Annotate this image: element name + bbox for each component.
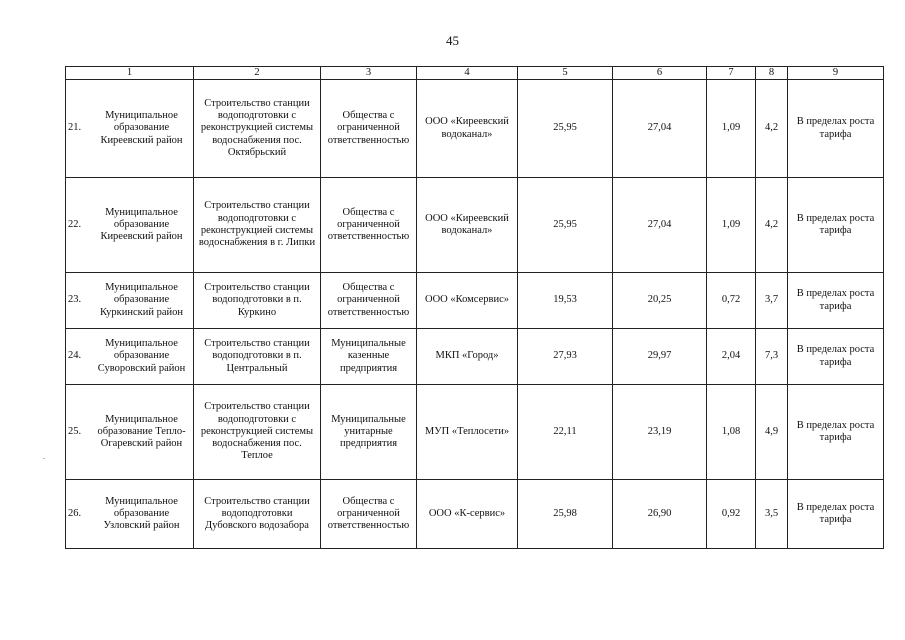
organization-cell: ООО «Комсервис»	[417, 273, 518, 329]
header-cell-9: 9	[788, 67, 884, 80]
project-cell: Строительство станции водоподготовки в п. Куркино	[194, 273, 321, 329]
value-cell-8: 4,9	[756, 385, 788, 480]
value-cell-8: 3,7	[756, 273, 788, 329]
header-cell-3: 3	[321, 67, 417, 80]
header-cell-5: 5	[518, 67, 613, 80]
table-row	[66, 329, 884, 385]
org-form-cell: Муниципальные унитарные предприятия	[321, 385, 417, 480]
row-number: 26.	[68, 507, 82, 519]
municipality-name: Муниципальное образование Киреевский район	[100, 206, 183, 243]
municipality-cell	[66, 273, 194, 329]
organization-cell: ООО «Киреевский водоканал»	[417, 80, 518, 178]
row-number: 24.	[68, 350, 82, 362]
header-cell-8: 8	[756, 67, 788, 80]
value-cell-6: 20,25	[613, 273, 707, 329]
value-cell-7: 1,09	[707, 80, 756, 178]
header-cell-6: 6	[613, 67, 707, 80]
header-row	[66, 67, 884, 80]
table-row	[66, 178, 884, 273]
table-row	[66, 480, 884, 549]
value-cell-5: 22,11	[518, 385, 613, 480]
municipality-cell	[66, 80, 194, 178]
note-cell: В пределах роста тарифа	[788, 178, 884, 273]
note-cell: В пределах роста тарифа	[788, 385, 884, 480]
table-row	[66, 385, 884, 480]
table-row	[66, 273, 884, 329]
organization-cell: ООО «К-сервис»	[417, 480, 518, 549]
municipality-cell	[66, 329, 194, 385]
value-cell-6: 29,97	[613, 329, 707, 385]
org-form-cell: Общества с ограниченной ответственностью	[321, 480, 417, 549]
value-cell-5: 25,95	[518, 178, 613, 273]
value-cell-5: 27,93	[518, 329, 613, 385]
value-cell-6: 27,04	[613, 80, 707, 178]
project-cell: Строительство станции водоподготовки с реконструкцией системы водоснабжения в г. Липки	[194, 178, 321, 273]
header-cell-4: 4	[417, 67, 518, 80]
header-cell-2: 2	[194, 67, 321, 80]
municipality-name: Муниципальное образование Тепло-Огаревский район	[97, 413, 186, 450]
municipality-cell	[66, 385, 194, 480]
row-number: 23.	[68, 294, 82, 306]
organization-cell: ООО «Киреевский водоканал»	[417, 178, 518, 273]
header-cell-7: 7	[707, 67, 756, 80]
org-form-cell: Муниципальные казенные предприятия	[321, 329, 417, 385]
organization-cell: МУП «Теплосети»	[417, 385, 518, 480]
value-cell-5: 19,53	[518, 273, 613, 329]
value-cell-6: 27,04	[613, 178, 707, 273]
organization-cell: МКП «Город»	[417, 329, 518, 385]
scan-artifact	[43, 458, 45, 459]
note-cell: В пределах роста тарифа	[788, 329, 884, 385]
org-form-cell: Общества с ограниченной ответственностью	[321, 80, 417, 178]
row-number: 22.	[68, 218, 82, 230]
value-cell-8: 7,3	[756, 329, 788, 385]
page-number: 45	[446, 33, 459, 48]
value-cell-8: 4,2	[756, 80, 788, 178]
row-number: 21.	[68, 122, 82, 134]
municipality-name: Муниципальное образование Киреевский район	[100, 110, 183, 146]
value-cell-5: 25,98	[518, 480, 613, 549]
project-cell: Строительство станции водоподготовки в п. Центральный	[194, 329, 321, 385]
org-form-cell: Общества с ограниченной ответственностью	[321, 273, 417, 329]
value-cell-6: 26,90	[613, 480, 707, 549]
value-cell-7: 1,09	[707, 178, 756, 273]
value-cell-7: 1,08	[707, 385, 756, 480]
municipality-name: Муниципальное образование Куркинский район	[99, 282, 184, 318]
value-cell-6: 23,19	[613, 385, 707, 480]
tariff-table	[65, 66, 884, 549]
municipality-cell	[66, 480, 194, 549]
org-form-cell: Общества с ограниченной ответственностью	[321, 178, 417, 273]
note-cell: В пределах роста тарифа	[788, 273, 884, 329]
value-cell-7: 2,04	[707, 329, 756, 385]
note-cell: В пределах роста тарифа	[788, 80, 884, 178]
municipality-cell	[66, 178, 194, 273]
value-cell-8: 4,2	[756, 178, 788, 273]
value-cell-8: 3,5	[756, 480, 788, 549]
table-row	[66, 80, 884, 178]
value-cell-7: 0,72	[707, 273, 756, 329]
row-number: 25.	[68, 425, 82, 437]
project-cell: Строительство станции водоподготовки с реконструкцией системы водоснабжения пос. Теплое	[194, 385, 321, 480]
value-cell-7: 0,92	[707, 480, 756, 549]
project-cell: Строительство станции водоподготовки Дубовского водозабора	[194, 480, 321, 549]
municipality-name: Муниципальное образование Суворовский район	[97, 338, 186, 374]
value-cell-5: 25,95	[518, 80, 613, 178]
note-cell: В пределах роста тарифа	[788, 480, 884, 549]
municipality-name: Муниципальное образование Узловский район	[103, 495, 180, 532]
header-cell-1: 1	[66, 67, 194, 80]
project-cell: Строительство станции водоподготовки с реконструкцией системы водоснабжения пос. Октябрьский	[194, 80, 321, 178]
